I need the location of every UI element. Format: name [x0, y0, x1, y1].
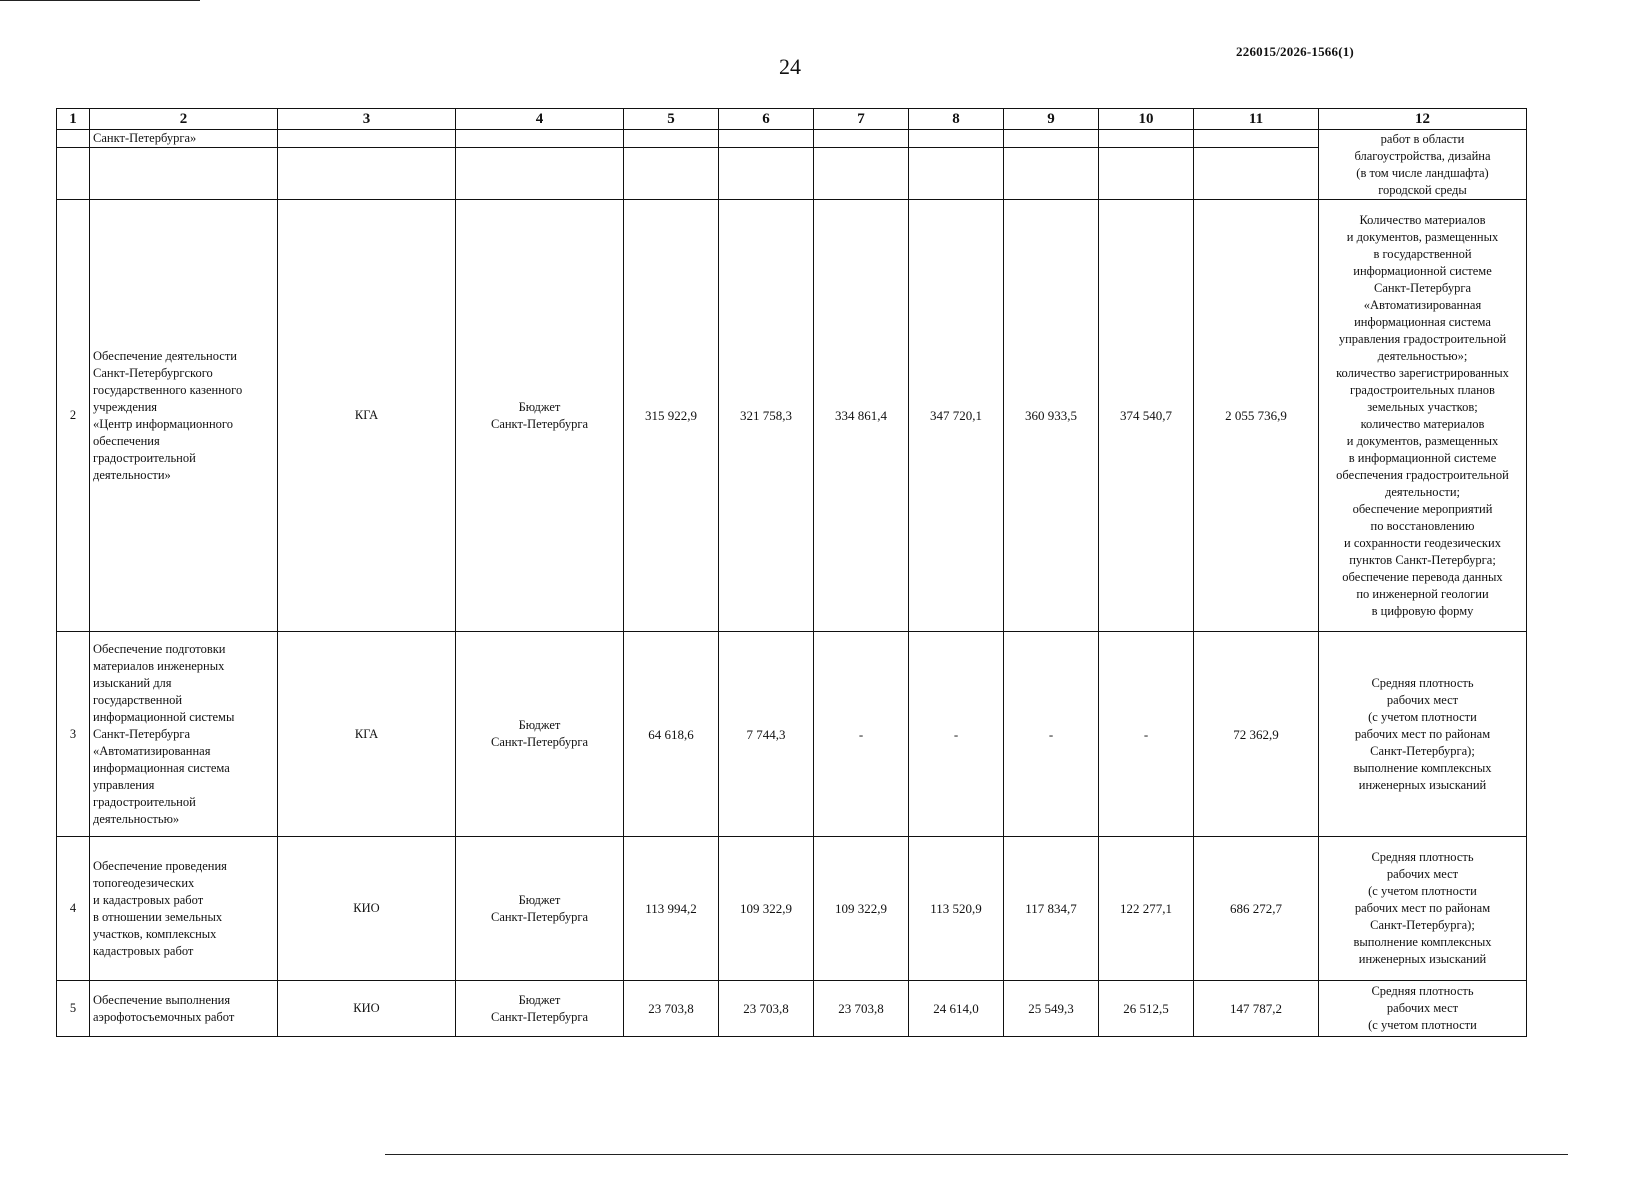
value-cell: 109 322,9 [814, 837, 909, 981]
row-number: 4 [57, 837, 90, 981]
executor-cell: КГА [278, 200, 456, 632]
column-header: 10 [1099, 109, 1194, 130]
value-cell: 117 834,7 [1004, 837, 1099, 981]
executor-cell: КИО [278, 981, 456, 1037]
column-header: 9 [1004, 109, 1099, 130]
activity-name-cell: Обеспечение выполнения аэрофотосъемочных работ [90, 981, 278, 1037]
column-number-header-row [57, 109, 1527, 130]
document-registration-number: 226015/2026-1566(1) [1236, 44, 1354, 59]
table-row-continuation-spacer [57, 148, 1527, 200]
value-cell: - [1099, 632, 1194, 837]
column-header: 7 [814, 109, 909, 130]
value-cell: 26 512,5 [1099, 981, 1194, 1037]
value-cell: 24 614,0 [909, 981, 1004, 1037]
value-cell: 321 758,3 [719, 200, 814, 632]
funding-source-cell: Бюджет Санкт-Петербурга [456, 632, 624, 837]
funding-source-cell: Бюджет Санкт-Петербурга [456, 200, 624, 632]
value-cell: 64 618,6 [624, 632, 719, 837]
value-cell: 7 744,3 [719, 632, 814, 837]
value-cell: 23 703,8 [814, 981, 909, 1037]
value-cell: - [1004, 632, 1099, 837]
funding-source-cell: Бюджет Санкт-Петербурга [456, 837, 624, 981]
column-header: 2 [90, 109, 278, 130]
total-value-cell: 686 272,7 [1194, 837, 1319, 981]
column-header: 12 [1319, 109, 1527, 130]
value-cell: 113 520,9 [909, 837, 1004, 981]
value-cell: 122 277,1 [1099, 837, 1194, 981]
value-cell: 360 933,5 [1004, 200, 1099, 632]
result-indicator-cell: Средняя плотность рабочих мест (с учетом плотности [1319, 981, 1527, 1037]
result-indicator-cell: Средняя плотность рабочих мест (с учетом плотности рабочих мест по районам Санкт-Петербурга); выполнение комплексных инженерных изысканий [1319, 837, 1527, 981]
activity-name-cell: Обеспечение подготовки материалов инженерных изысканий для государственной информационной системы Санкт-Петербурга «Автоматизированная информационная система управления градостроительной деятельностью» [90, 632, 278, 837]
executor-cell: КГА [278, 632, 456, 837]
value-cell: 23 703,8 [624, 981, 719, 1037]
result-indicator-cell: Количество материалов и документов, размещенных в государственной информационной системе Санкт-Петербурга «Автоматизированная информационная система управления градостроительной деятельностью»; количество зарегистрированных градостроительных планов земельных участков; количество материалов и документов, размещенных в информационной системе обеспечения градостроительной деятельности; обеспечение мероприятий по восстановлению и сохранности геодезических пунктов Санкт-Петербурга; обеспечение перевода данных по инженерной геологии в цифровую форму [1319, 200, 1527, 632]
table-row-continuation [57, 130, 1527, 148]
executor-cell: КИО [278, 837, 456, 981]
column-header: 6 [719, 109, 814, 130]
column-header: 1 [57, 109, 90, 130]
row-number: 5 [57, 981, 90, 1037]
continuation-result-cell: работ в области благоустройства, дизайна (в том числе ландшафта) городской среды [1319, 130, 1527, 200]
activity-name-cell: Обеспечение деятельности Санкт-Петербургского государственного казенного учреждения «Центр информационного обеспечения градостроительной деятельности» [90, 200, 278, 632]
column-header: 8 [909, 109, 1004, 130]
value-cell: 334 861,4 [814, 200, 909, 632]
row-number: 2 [57, 200, 90, 632]
continuation-name-cell: Санкт-Петербурга» [90, 130, 278, 148]
value-cell: 315 922,9 [624, 200, 719, 632]
table-row [57, 632, 1527, 837]
column-header: 11 [1194, 109, 1319, 130]
value-cell: - [814, 632, 909, 837]
column-header: 4 [456, 109, 624, 130]
value-cell: 25 549,3 [1004, 981, 1099, 1037]
value-cell: 23 703,8 [719, 981, 814, 1037]
value-cell: 347 720,1 [909, 200, 1004, 632]
total-value-cell: 2 055 736,9 [1194, 200, 1319, 632]
total-value-cell: 147 787,2 [1194, 981, 1319, 1037]
activity-name-cell: Обеспечение проведения топогеодезических и кадастровых работ в отношении земельных участков, комплексных кадастровых работ [90, 837, 278, 981]
value-cell: 374 540,7 [1099, 200, 1194, 632]
funding-source-cell: Бюджет Санкт-Петербурга [456, 981, 624, 1037]
column-header: 3 [278, 109, 456, 130]
table-row [57, 200, 1527, 632]
value-cell: 109 322,9 [719, 837, 814, 981]
column-header: 5 [624, 109, 719, 130]
program-funding-table [56, 108, 1527, 1037]
total-value-cell: 72 362,9 [1194, 632, 1319, 837]
row-number: 3 [57, 632, 90, 837]
value-cell: 113 994,2 [624, 837, 719, 981]
result-indicator-cell: Средняя плотность рабочих мест (с учетом плотности рабочих мест по районам Санкт-Петербурга); выполнение комплексных инженерных изысканий [1319, 632, 1527, 837]
scan-edge-line-top [0, 0, 200, 1]
table-row [57, 981, 1527, 1037]
page-number: 24 [779, 54, 801, 79]
value-cell: - [909, 632, 1004, 837]
table-row [57, 837, 1527, 981]
scan-edge-line-bottom [385, 1154, 1568, 1155]
